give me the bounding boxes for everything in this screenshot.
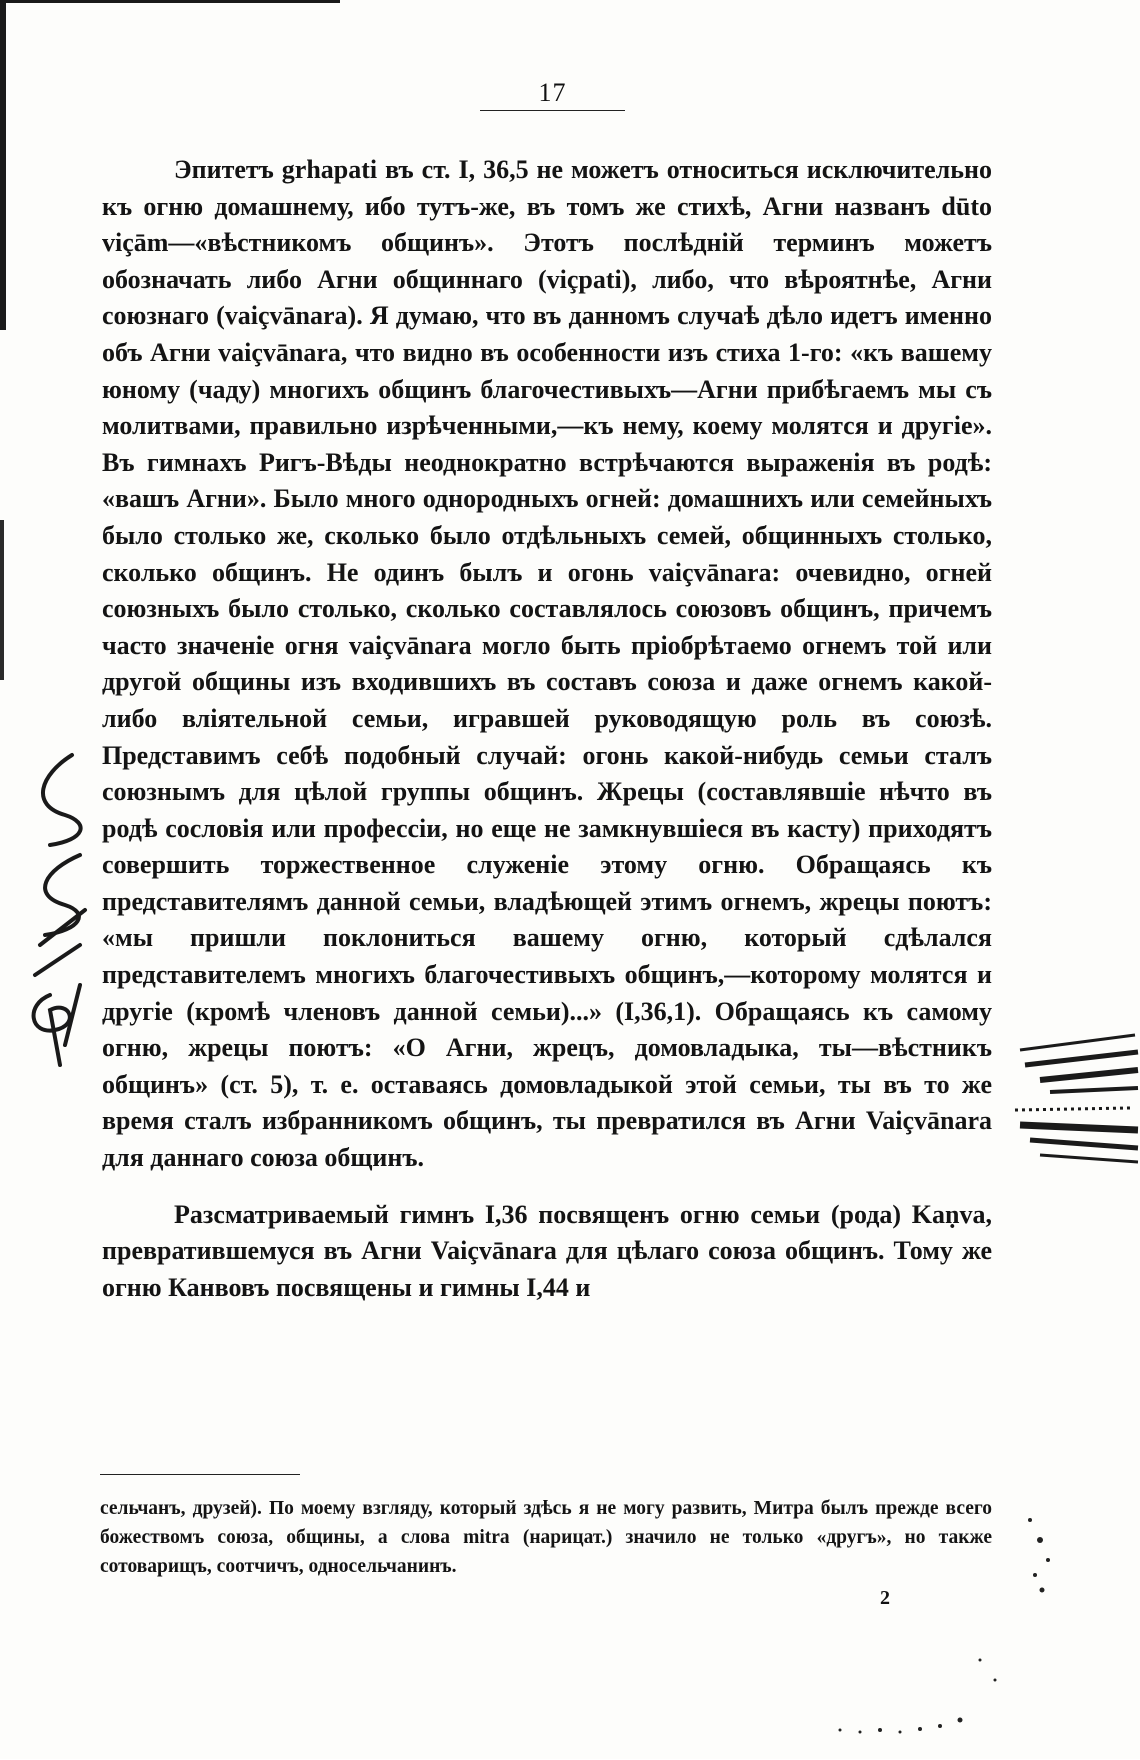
scan-edge-top	[0, 0, 340, 3]
stamp-icon	[1010, 1030, 1140, 1170]
main-text	[102, 152, 992, 1306]
page-number-rule	[480, 110, 625, 111]
handwritten-signature-icon	[10, 745, 100, 1075]
scan-specks	[780, 1480, 1140, 1760]
page-number: 17	[538, 78, 567, 107]
paragraph-2: Разсматриваемый гимнъ I,36 посвященъ огню семьи (рода) Kaṇva, превратившемуся въ Агни Vaiçvānara для цѣлаго союза общинъ. Тому же огню Канвовъ посвящены и гимны I,44 и	[102, 1199, 992, 1302]
footnote-rule	[100, 1474, 300, 1475]
paragraph-1: Эпитетъ grhapati въ ст. I, 36,5 не можетъ относиться исключительно къ огню домашнему, ибо тутъ-же, въ томъ же стихѣ, Агни названъ dūto viçām—«вѣстникомъ общинъ». Этотъ послѣдній терминъ можетъ обозначать либо Агни общиннаго (viçpati), либо, что вѣроятнѣе, Агни союзнаго (vaiçvānara). Я думаю, что въ данномъ случаѣ дѣло идетъ именно объ Агни vaiçvānara, что видно въ особенности изъ стиха 1-го: «къ вашему юному (чаду) многихъ общинъ благочестивыхъ—Агни прибѣгаемъ мы съ молитвами, правильно изрѣченными,—къ нему, коему молятся и другіе». Въ гимнахъ Ригъ-Вѣды неоднократно встрѣчаются выраженія въ родѣ: «вашъ Агни». Было много однородныхъ огней: домашнихъ или семейныхъ было столько же, сколько было отдѣльныхъ семей, общинныхъ столько, сколько общинъ. Не одинъ былъ и огонь vaiçvānara: очевидно, огней союзныхъ было столько, сколько составлялось союзовъ общинъ, причемъ часто значеніе огня vaiçvānara могло быть пріобрѣтаемо огнемъ той или другой общины изъ входившихъ въ составъ союза и даже огнемъ какой-либо вліятельной семьи, игравшей руководящую роль въ союзѣ. Представимъ себѣ подобный случай: огонь какой-нибудь семьи сталъ союзнымъ для цѣлой группы общинъ. Жрецы (составлявшіе нѣчто въ родѣ сословія или профессіи, но еще не замкнувшіеся въ касту) приходятъ совершить торжественное служеніе этому огню. Обращаясь къ представителямъ данной семьи, владѣющей этимъ огнемъ, жрецы поютъ: «мы пришли поклониться вашему огню, который сдѣлался представителемъ многихъ благочестивыхъ общинъ,—которому молятся и другіе (кромѣ членовъ данной семьи)...» (I,36,1). Обращаясь къ самому огню, жрецы поютъ: «О Агни, жрецъ, домовладыка, ты—вѣстникъ общинъ» (ст. 5), т. е. оставаясь домовладыкой этой семьи, ты въ то же время сталъ избранникомъ общинъ, ты превратился въ Агни Vaiçvānara для даннаго союза общинъ.	[102, 155, 992, 1173]
signature-mark: 2	[880, 1587, 890, 1609]
footnote: сельчанъ, друзей). По моему взгляду, который здѣсь я не могу развить, Митра былъ прежде всего божествомъ союза, общины, а слова mitra (нарицат.) значило не только «другъ», но также сотоварищъ, соотчичъ, односельчанинъ.	[100, 1498, 992, 1577]
scan-edge-left-lower	[0, 520, 4, 680]
scan-edge-left	[0, 0, 6, 330]
